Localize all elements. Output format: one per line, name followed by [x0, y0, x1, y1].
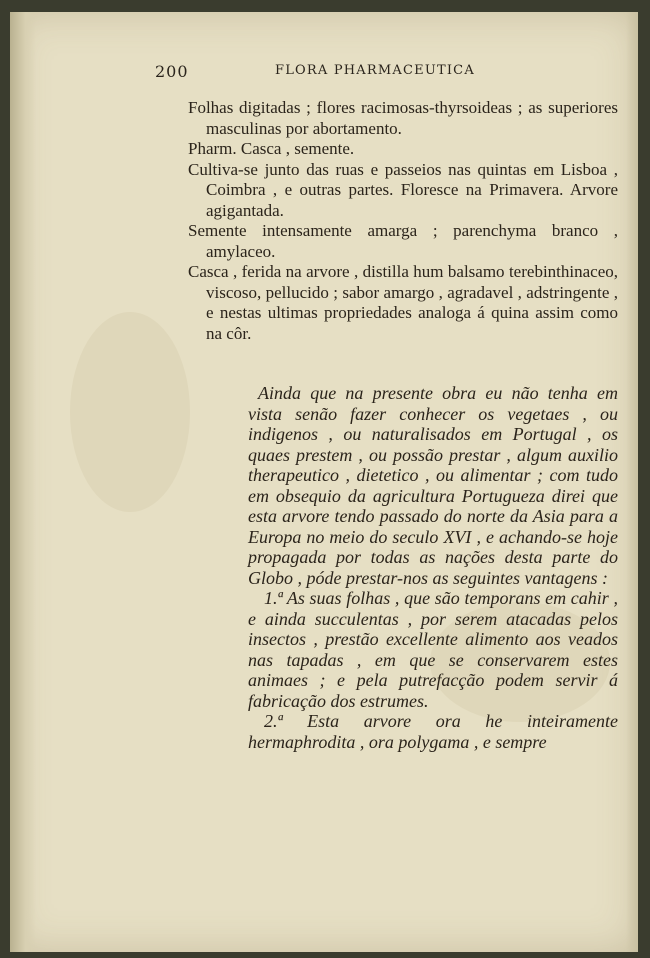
- italic-note: [248, 383, 618, 752]
- description-seed: Semente intensamente amarga ; parenchyma branco , amylaceo.: [188, 221, 618, 261]
- page-number: 200: [155, 62, 189, 81]
- running-head: FLORA PHARMACEUTICA: [275, 63, 475, 78]
- species-description: [188, 98, 618, 344]
- note-intro: Ainda que na presente obra eu não tenha em vista senão fazer conhecer os vegetaes , ou indigenos , ou naturalisados em Portugal , os quaes prestem , ou possão prestar , algum auxilio therapeutico , dietetico , ou alimentar ; com tudo em obsequio da agricultura Portugueza direi que esta arvore tendo passado do norte da Asia para a Europa no meio do seculo XVI , e achando-se hoje propagada por todas as nações desta parte do Globo , póde prestar-nos as seguintes vantagens :: [248, 383, 618, 588]
- page-spine-shadow: [10, 12, 36, 952]
- description-leaves: Folhas digitadas ; flores racimosas-thyrsoideas ; as superiores masculinas por abortamento.: [188, 98, 618, 138]
- page-header: [155, 62, 485, 86]
- page-edge-shadow: [626, 12, 638, 952]
- note-item-2: 2.ª Esta arvore ora he inteiramente hermaphrodita , ora polygama , e sempre: [248, 711, 618, 752]
- description-bark: Casca , ferida na arvore , distilla hum balsamo terebinthinaceo, viscoso, pellucido ; sabor amargo , agradavel , adstringente , e nestas ultimas propriedades analoga á quina assim como na côr.: [188, 262, 618, 343]
- description-cultivation: Cultiva-se junto das ruas e passeios nas quintas em Lisboa , Coimbra , e outras partes. Floresce na Primavera. Arvore agigantada.: [188, 159, 618, 220]
- paper-stain: [70, 312, 190, 512]
- note-item-1: 1.ª As suas folhas , que são temporans em cahir , e ainda succulentas , por serem atacadas pelos insectos , prestão excellente alimento aos veados nas tapadas , em que se conservarem estes animaes ; e pela putrefacção podem servir á fabricação dos estrumes.: [248, 588, 618, 711]
- description-pharm: Pharm. Casca , semente.: [188, 139, 355, 158]
